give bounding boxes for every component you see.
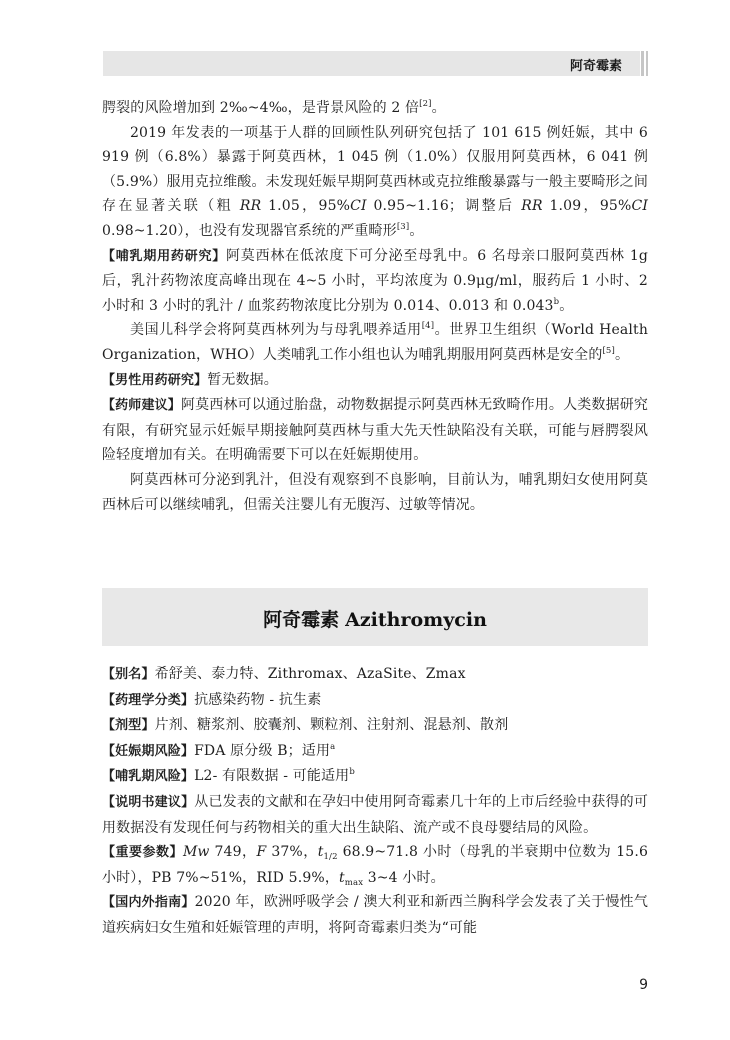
paragraph-aap-who: 美国儿科学会将阿莫西林列为与母乳喂养适用[4]。世界卫生组织（World Health Organization，WHO）人类哺乳工作小组也认为哺乳期服用阿莫西林是安全的[5]。 xyxy=(102,321,648,363)
field-pregnancy-risk: 【妊娠期风险】FDA 原分级 B；适用$^a$ xyxy=(102,741,336,759)
azithromycin-section xyxy=(102,662,648,941)
section-label-lactation-study: 【哺乳期用药研究】 xyxy=(102,248,227,264)
header-edge-mark xyxy=(641,51,644,76)
drug-name-cn: 阿奇霉素 xyxy=(263,609,340,631)
citation-ref: [2] xyxy=(419,99,432,109)
amoxicillin-continued-section xyxy=(102,96,648,517)
paragraph-male-study: 【男性用药研究】暂无数据。 xyxy=(102,371,278,388)
drug-heading-bar xyxy=(102,588,648,646)
drug-heading xyxy=(102,605,648,632)
field-lactation-risk: 【哺乳期风险】L2- 有限数据 - 可能适用$^b$ xyxy=(102,767,355,785)
field-guidelines: 【国内外指南】2020 年，欧洲呼吸学会 / 澳大利亚和新西兰胸科学会发表了关于慢性气道疾病妇女生殖和妊娠管理的声明，将阿奇霉素归类为“可能 xyxy=(102,894,648,936)
section-label-pharmacist-advice: 【药师建议】 xyxy=(102,398,181,414)
field-key-parameters: 【重要参数】Mw 749，F 37%，$t_{1/2}$ 68.9~71.8 小时（母乳的半衰期中位数为 15.6 小时），PB 7%~51%，RID 5.9%，$t_{max}$ 3~4 小时。 xyxy=(102,844,648,888)
footnote-marker: b xyxy=(349,767,355,778)
paragraph-cohort-study: 2019 年发表的一项基于人群的回顾性队列研究包括了 101 615 例妊娠，其中 6 919 例（6.8%）暴露于阿莫西林，1 045 例（1.0%）仅服用阿莫西林，6 041 例（5.9%）服用克拉维酸。未发现妊娠早期阿莫西林或克拉维酸暴露与一般主要畸形之间存在显著关联（粗 RR 1.05，95%CI 0.95~1.16；调整后 RR 1.09，95%CI 0.98~1.20），也没有发现器官系统的严重畸形[3]。 xyxy=(102,124,648,239)
section-label-male-study: 【男性用药研究】 xyxy=(102,372,208,388)
field-label-form: 【剂型】 xyxy=(102,718,155,734)
page-number: 9 xyxy=(639,977,648,993)
paragraph-breastfeeding-advice: 阿莫西林可分泌到乳汁，但没有观察到不良影响，目前认为，哺乳期妇女使用阿莫西林后可以继续哺乳，但需关注婴儿有无腹泻、过敏等情况。 xyxy=(102,471,648,513)
field-label-lactation-risk: 【哺乳期风险】 xyxy=(102,769,195,785)
field-label-class: 【药理学分类】 xyxy=(102,692,195,708)
citation-ref: [4] xyxy=(421,321,435,332)
footnote-marker: a xyxy=(330,741,336,752)
drug-name-en: Azithromycin xyxy=(345,609,487,631)
paragraph-pharmacist-advice: 【药师建议】阿莫西林可以通过胎盘，动物数据提示阿莫西林无致畸作用。人类数据研究有限，有研究显示妊娠早期接触阿莫西林与重大先天性缺陷没有关联，可能与唇腭裂风险轻度增加有关。在明确需要下可以在妊娠期使用。 xyxy=(102,397,649,464)
running-header-title: 阿奇霉素 xyxy=(569,59,622,74)
field-label-pregnancy-risk: 【妊娠期风险】 xyxy=(102,743,195,759)
footnote-marker: b xyxy=(553,296,560,307)
field-label-guidelines: 【国内外指南】 xyxy=(102,895,195,911)
field-dosage-form: 【剂型】片剂、糖浆剂、胶囊剂、颗粒剂、注射剂、混悬剂、散剂 xyxy=(102,717,509,734)
field-pharmacology-class: 【药理学分类】抗感染药物 - 抗生素 xyxy=(102,691,322,708)
paragraph-lactation-study: 【哺乳期用药研究】阿莫西林在低浓度下可分泌至母乳中。6 名母亲口服阿莫西林 1g 后，乳汁药物浓度高峰出现在 4~5 小时，平均浓度为 0.9μg/ml，服药后 1 小时、2 小时和 3 小时的乳汁 / 血浆药物浓度比分别为 0.014、0.013 和 0.043$^b$。 xyxy=(102,247,648,314)
field-label-leaflet: 【说明书建议】 xyxy=(102,794,195,810)
header-edge-mark xyxy=(646,51,648,76)
citation-ref: [5] xyxy=(602,345,615,356)
paragraph-cleft-risk: 腭裂的风险增加到 2‰~4‰，是背景风险的 2 倍[2]。 xyxy=(102,99,446,116)
running-header-bar xyxy=(103,51,640,76)
field-label-parameters: 【重要参数】 xyxy=(102,845,183,861)
citation-ref: [3] xyxy=(396,221,410,232)
field-label-alias: 【别名】 xyxy=(102,667,155,682)
field-alias: 【别名】希舒美、泰力特、Zithromax、AzaSite、Zmax xyxy=(102,666,466,682)
field-leaflet-advice: 【说明书建议】从已发表的文献和在孕妇中使用阿奇霉素几十年的上市后经验中获得的可用数据没有发现任何与药物相关的重大出生缺陷、流产或不良母婴结局的风险。 xyxy=(102,793,648,836)
